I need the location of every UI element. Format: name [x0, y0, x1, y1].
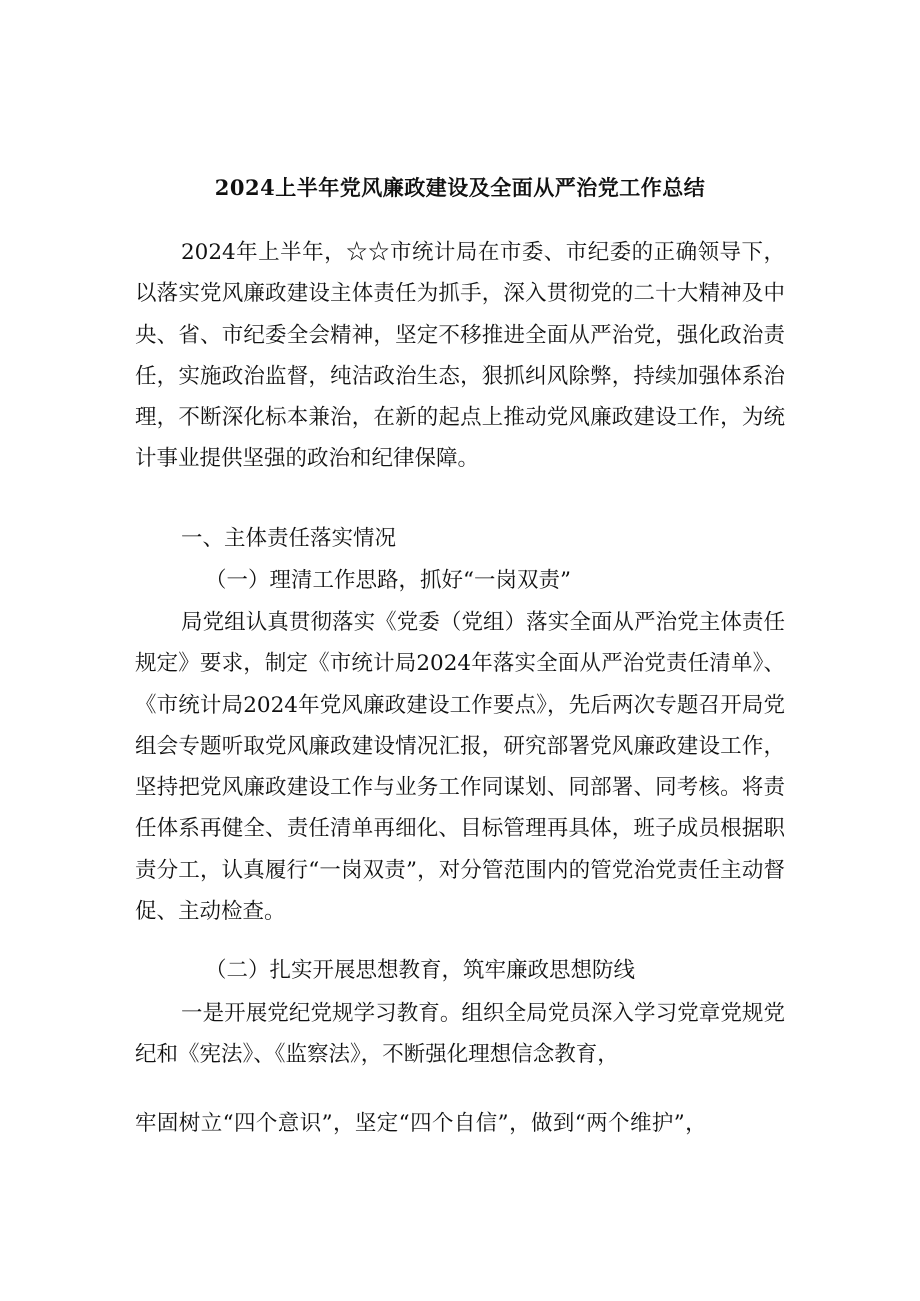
subsection-1-heading: （一）理清工作思路，抓好“一岗双责” — [205, 568, 571, 593]
intro-paragraph: 2024年上半年，☆☆市统计局在市委、市纪委的正确领导下，以落实党风廉政建设主体责任为抓手，深入贯彻党的二十大精神及中央、省、市纪委全会精神，坚定不移推进全面从严治党，强化政治责任，实施政治监督，纯洁政治生态，狠抓纠风除弊，持续加强体系治理，不断深化标本兼治，在新的起点上推动党风廉政建设工作，为统计事业提供坚强的政治和纪律保障。 — [135, 240, 785, 472]
document-title: 2024上半年党风廉政建设及全面从严治党工作总结 — [214, 175, 706, 200]
subsection-1-body: 局党组认真贯彻落实《党委（党组）落实全面从严治党主体责任规定》要求，制定《市统计局2024年落实全面从严治党责任清单》、《市统计局2024年党风廉政建设工作要点》，先后两次专题召开局党组会专题听取党风廉政建设情况汇报，研究部署党风廉政建设工作，坚持把党风廉政建设工作与业务工作同谋划、同部署、同考核。将责任体系再健全、责任清单再细化、目标管理再具体，班子成员根据职责分工，认真履行“一岗双责”，对分管范围内的管党治党责任主动督促、主动检查。 — [135, 610, 785, 925]
section-1-heading: 一、主体责任落实情况 — [181, 526, 397, 551]
subsection-2-heading: （二）扎实开展思想教育，筑牢廉政思想防线 — [205, 958, 636, 983]
page-last-line: 牢固树立“四个意识”，坚定“四个自信”，做到“两个维护”， — [135, 1111, 708, 1136]
subsection-2-body: 一是开展党纪党规学习教育。组织全局党员深入学习党章党规党纪和《宪法》、《监察法》，不断强化理想信念教育， — [135, 1001, 785, 1068]
